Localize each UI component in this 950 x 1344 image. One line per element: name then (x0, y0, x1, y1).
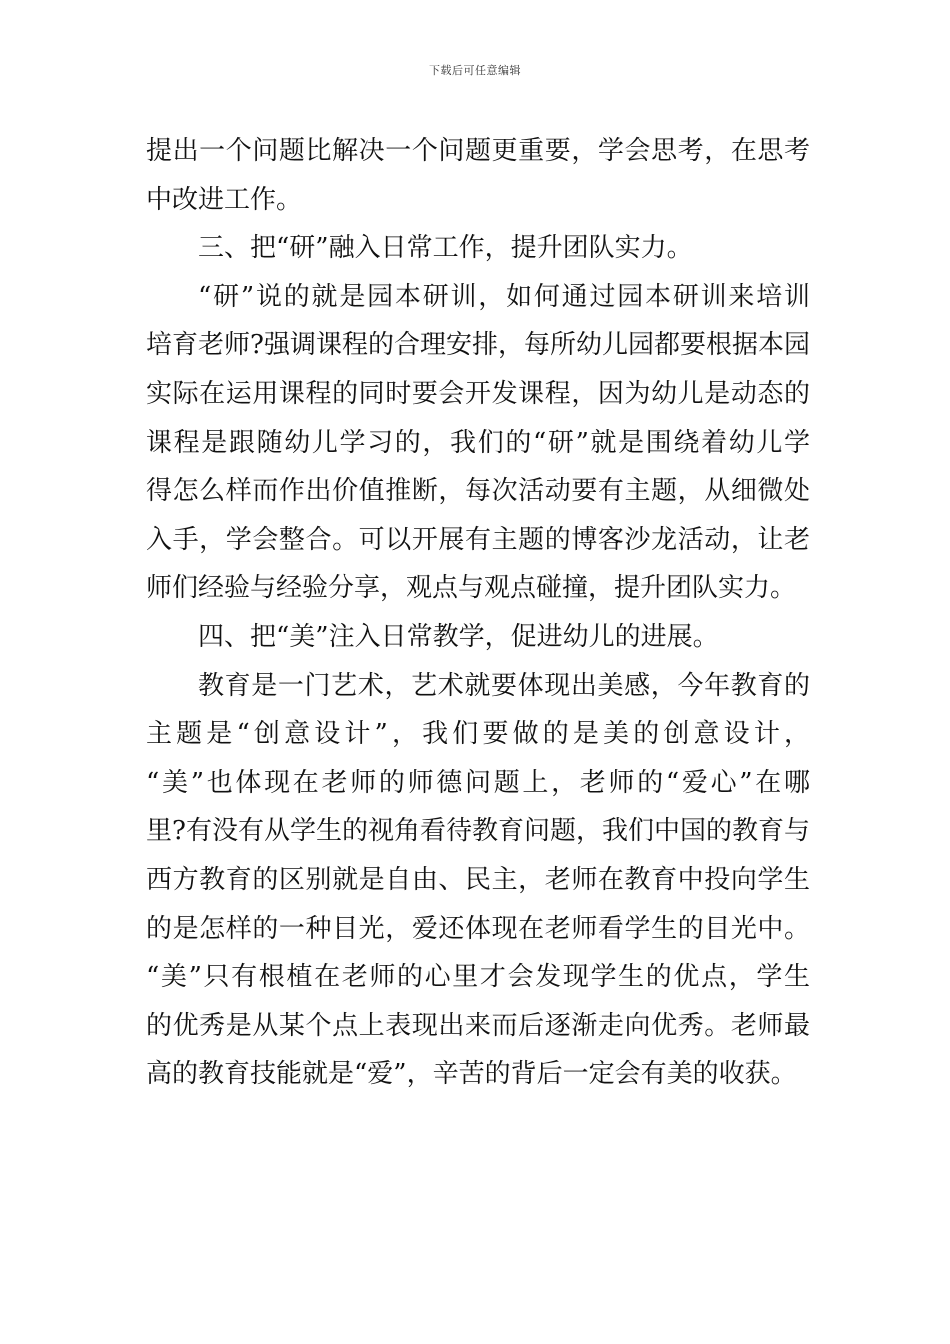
text-line: “美”只有根植在老师的心里才会发现学生的优点，学生 (146, 962, 810, 993)
text-line: 实际在运用课程的同时要会开发课程，因为幼儿是动态的 (146, 378, 810, 409)
section-heading: 三、把“研”融入日常工作，提升团队实力。 (198, 233, 693, 264)
body-text (146, 127, 810, 1099)
text-line: 高的教育技能就是“爱”，辛苦的背后一定会有美的收获。 (146, 1059, 797, 1090)
text-line: 西方教育的区别就是自由、民主，老师在教育中投向学生 (146, 864, 810, 895)
text-line: 的优秀是从某个点上表现出来而后逐渐走向优秀。老师最 (146, 1010, 810, 1041)
text-line: 提出一个问题比解决一个问题更重要，学会思考，在思考 (146, 136, 810, 166)
text-line: 的是怎样的一种目光，爱还体现在老师看学生的目光中。 (146, 913, 810, 944)
text-line: 主题是“创意设计”，我们要做的是美的创意设计， (146, 719, 810, 750)
text-line: “美”也体现在老师的师德问题上，老师的“爱心”在哪 (146, 767, 810, 798)
text-line: 师们经验与经验分享，观点与观点碰撞，提升团队实力。 (146, 573, 797, 604)
text-line: 里?有没有从学生的视角看待教育问题，我们中国的教育与 (146, 816, 810, 847)
page-header: 下载后可任意编辑 (429, 64, 521, 77)
text-line: “研”说的就是园本研训，如何通过园本研训来培训 (198, 281, 810, 312)
text-line: 入手，学会整合。可以开展有主题的博客沙龙活动，让老 (146, 524, 810, 555)
section-heading: 四、把“美”注入日常教学，促进幼儿的进展。 (198, 621, 719, 652)
text-line: 课程是跟随幼儿学习的，我们的“研”就是围绕着幼儿学 (146, 427, 810, 458)
text-line: 培育老师?强调课程的合理安排，每所幼儿园都要根据本园 (146, 330, 810, 361)
text-line: 得怎么样而作出价值推断，每次活动要有主题，从细微处 (146, 476, 810, 507)
text-line: 中改进工作。 (146, 184, 303, 215)
text-line: 教育是一门艺术，艺术就要体现出美感，今年教育的 (198, 670, 810, 701)
